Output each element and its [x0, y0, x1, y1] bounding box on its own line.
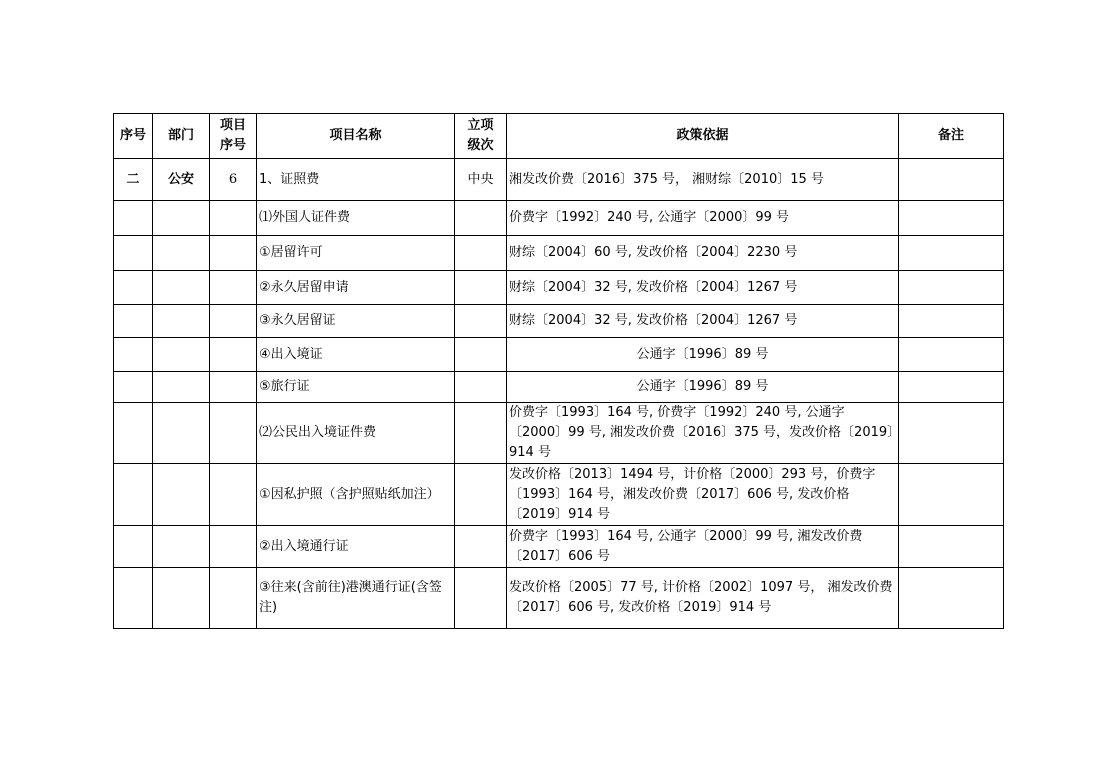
cell-level [455, 236, 507, 271]
cell-level [455, 568, 507, 629]
cell-note [899, 338, 1004, 372]
cell-note [899, 271, 1004, 305]
table-row [114, 305, 1004, 338]
cell-name: ③往来(含前往)港澳通行证(含签注) [257, 568, 455, 629]
table-row [114, 201, 1004, 236]
cell-note [899, 403, 1004, 464]
cell-level [455, 403, 507, 464]
cell-name: ②出入境通行证 [257, 526, 455, 568]
cell-level [455, 338, 507, 372]
cell-note [899, 201, 1004, 236]
cell-name: ⑤旅行证 [257, 372, 455, 403]
cell-dept [153, 464, 210, 526]
cell-dept [153, 338, 210, 372]
cell-dept [153, 403, 210, 464]
cell-seq [114, 403, 153, 464]
cell-seq [114, 271, 153, 305]
table-row [114, 372, 1004, 403]
header-dept: 部门 [153, 114, 210, 159]
table-row [114, 271, 1004, 305]
cell-level [455, 201, 507, 236]
cell-name: ⑴外国人证件费 [257, 201, 455, 236]
cell-level [455, 305, 507, 338]
fee-table [113, 113, 1004, 629]
cell-dept [153, 372, 210, 403]
cell-dept [153, 236, 210, 271]
table-row [114, 464, 1004, 526]
cell-item-no [210, 526, 257, 568]
cell-name: ①因私护照（含护照贴纸加注） [257, 464, 455, 526]
cell-basis: 财综〔2004〕32 号, 发改价格〔2004〕1267 号 [507, 271, 899, 305]
cell-dept [153, 201, 210, 236]
cell-name: ④出入境证 [257, 338, 455, 372]
cell-item-no [210, 372, 257, 403]
cell-name: ⑵公民出入境证件费 [257, 403, 455, 464]
table-row [114, 526, 1004, 568]
cell-note [899, 372, 1004, 403]
cell-item-no [210, 305, 257, 338]
cell-basis: 湘发改价费〔2016〕375 号， 湘财综〔2010〕15 号 [507, 159, 899, 201]
cell-dept: 公安 [153, 159, 210, 201]
cell-note [899, 236, 1004, 271]
header-note: 备注 [899, 114, 1004, 159]
table-row [114, 159, 1004, 201]
cell-level: 中央 [455, 159, 507, 201]
cell-basis: 财综〔2004〕32 号, 发改价格〔2004〕1267 号 [507, 305, 899, 338]
cell-basis: 公通字〔1996〕89 号 [507, 338, 899, 372]
cell-note [899, 568, 1004, 629]
cell-seq [114, 305, 153, 338]
cell-name: ③永久居留证 [257, 305, 455, 338]
cell-basis: 价费字〔1993〕164 号, 价费字〔1992〕240 号, 公通字〔2000〕99 号, 湘发改价费〔2016〕375 号，发改价格〔2019〕914 号 [507, 403, 899, 464]
table-row [114, 403, 1004, 464]
cell-basis: 发改价格〔2005〕77 号, 计价格〔2002〕1097 号， 湘发改价费〔2017〕606 号, 发改价格〔2019〕914 号 [507, 568, 899, 629]
cell-seq [114, 568, 153, 629]
header-seq: 序号 [114, 114, 153, 159]
cell-level [455, 526, 507, 568]
cell-basis: 发改价格〔2013〕1494 号，计价格〔2000〕293 号，价费字〔1993〕164 号，湘发改价费〔2017〕606 号, 发改价格〔2019〕914 号 [507, 464, 899, 526]
cell-basis: 价费字〔1992〕240 号, 公通字〔2000〕99 号 [507, 201, 899, 236]
cell-name: ①居留许可 [257, 236, 455, 271]
cell-item-no [210, 201, 257, 236]
cell-item-no [210, 464, 257, 526]
cell-seq [114, 526, 153, 568]
cell-item-no [210, 236, 257, 271]
cell-basis: 财综〔2004〕60 号, 发改价格〔2004〕2230 号 [507, 236, 899, 271]
cell-item-no: 6 [210, 159, 257, 201]
cell-item-no [210, 338, 257, 372]
header-name: 项目名称 [257, 114, 455, 159]
cell-seq [114, 464, 153, 526]
cell-name: 1、证照费 [257, 159, 455, 201]
table-row [114, 236, 1004, 271]
cell-item-no [210, 271, 257, 305]
header-item-no: 项目 序号 [210, 114, 257, 159]
cell-note [899, 464, 1004, 526]
table-row [114, 338, 1004, 372]
cell-seq [114, 372, 153, 403]
cell-dept [153, 526, 210, 568]
cell-level [455, 372, 507, 403]
cell-note [899, 526, 1004, 568]
cell-seq: 二 [114, 159, 153, 201]
cell-seq [114, 201, 153, 236]
cell-dept [153, 271, 210, 305]
cell-basis: 公通字〔1996〕89 号 [507, 372, 899, 403]
table-header-row [114, 114, 1004, 159]
cell-level [455, 271, 507, 305]
cell-level [455, 464, 507, 526]
cell-item-no [210, 568, 257, 629]
cell-note [899, 305, 1004, 338]
header-level: 立项 级次 [455, 114, 507, 159]
cell-basis: 价费字〔1993〕164 号, 公通字〔2000〕99 号, 湘发改价费〔2017〕606 号 [507, 526, 899, 568]
cell-dept [153, 568, 210, 629]
cell-seq [114, 236, 153, 271]
header-basis: 政策依据 [507, 114, 899, 159]
cell-note [899, 159, 1004, 201]
cell-item-no [210, 403, 257, 464]
table-row [114, 568, 1004, 629]
cell-seq [114, 338, 153, 372]
cell-name: ②永久居留申请 [257, 271, 455, 305]
cell-dept [153, 305, 210, 338]
